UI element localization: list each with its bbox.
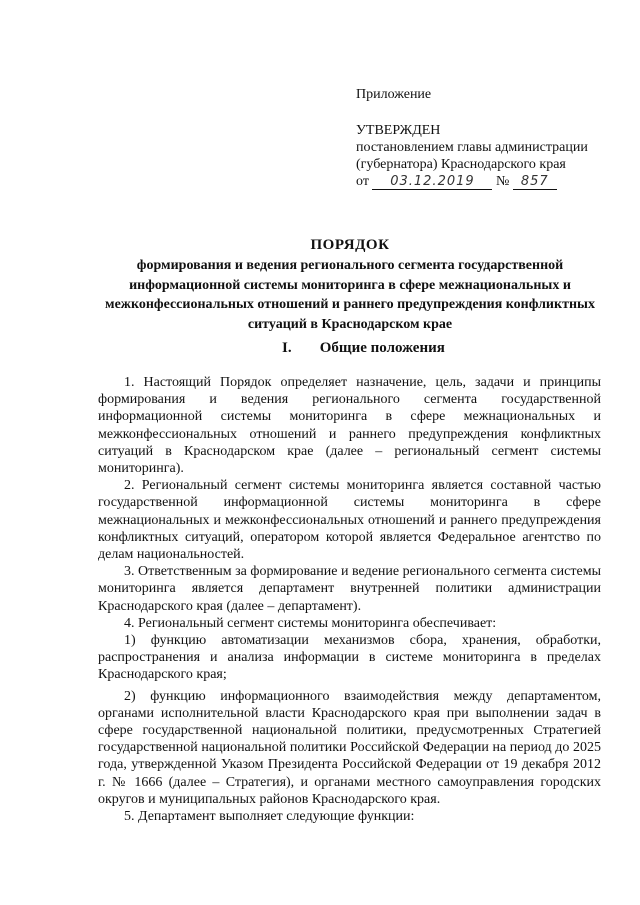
handwritten-number: 857 xyxy=(513,175,557,190)
paragraph: 2. Региональный сегмент системы мониторинга является составной частью государственной информационной системы мониторинга в сфере межнациональных и межконфессиональных отношений и раннего предупреждения конфликтных ситуаций, оператором которой является Федеральное агентство по делам национальностей. xyxy=(98,478,601,563)
section-heading xyxy=(282,340,445,357)
appendix-label: Приложение xyxy=(356,87,432,102)
paragraph: 2) функцию информационного взаимодействия между департаментом, органами исполнительной власти Краснодарского края при выполнении задач в сфере государственной национальной политики, предусмотренных Стратегией государственной национальной политики Российской Федерации на период до 2025 года, утвержденной Указом Президента Российской Федерации от 19 декабря 2012 г. № 1666 (далее – Стратегия), и органами местного самоуправления городских округов и муниципальных районов Краснодарского края. xyxy=(98,688,601,807)
document-title xyxy=(100,236,600,334)
section-number: I. xyxy=(282,340,292,356)
approved-label: УТВЕРЖДЕН xyxy=(356,123,441,138)
approval-line-2: (губернатора) Краснодарского края xyxy=(356,157,566,172)
title-heading: ПОРЯДОК xyxy=(310,237,390,253)
from-label: от xyxy=(356,174,369,189)
document-body xyxy=(98,374,601,825)
handwritten-date: 03.12.2019 xyxy=(372,175,492,190)
approval-line-1: постановлением главы администрации xyxy=(356,140,588,155)
paragraph: 3. Ответственным за формирование и ведение регионального сегмента системы мониторинга является департамент внутренней политики администрации Краснодарского края (далее – департамент). xyxy=(98,564,601,614)
paragraph: 1. Настоящий Порядок определяет назначение, цель, задачи и принципы формирования и ведения регионального сегмента государственной информационной системы мониторинга в сфере межнациональных и межконфессиональных отношений и раннего предупреждения конфликтных ситуаций в Краснодарском крае (далее – региональный сегмент системы мониторинга). xyxy=(98,375,601,477)
number-label: № xyxy=(495,174,510,189)
title-subtitle: формирования и ведения регионального сегмента государственной информационной системы мониторинга в сфере межнациональных и межконфессиональных отношений и раннего предупреждения конфликтных ситуаций в Краснодарском крае xyxy=(105,258,595,332)
approval-block xyxy=(356,86,616,190)
paragraph: 5. Департамент выполняет следующие функции: xyxy=(124,809,415,825)
paragraph: 1) функцию автоматизации механизмов сбора, хранения, обработки, распространения и анализа информации в системе мониторинга в пределах Краснодарского края; xyxy=(98,633,601,683)
paragraph: 4. Региональный сегмент системы мониторинга обеспечивает: xyxy=(124,615,497,631)
approval-date-line xyxy=(356,173,616,190)
section-title: Общие положения xyxy=(319,340,445,356)
